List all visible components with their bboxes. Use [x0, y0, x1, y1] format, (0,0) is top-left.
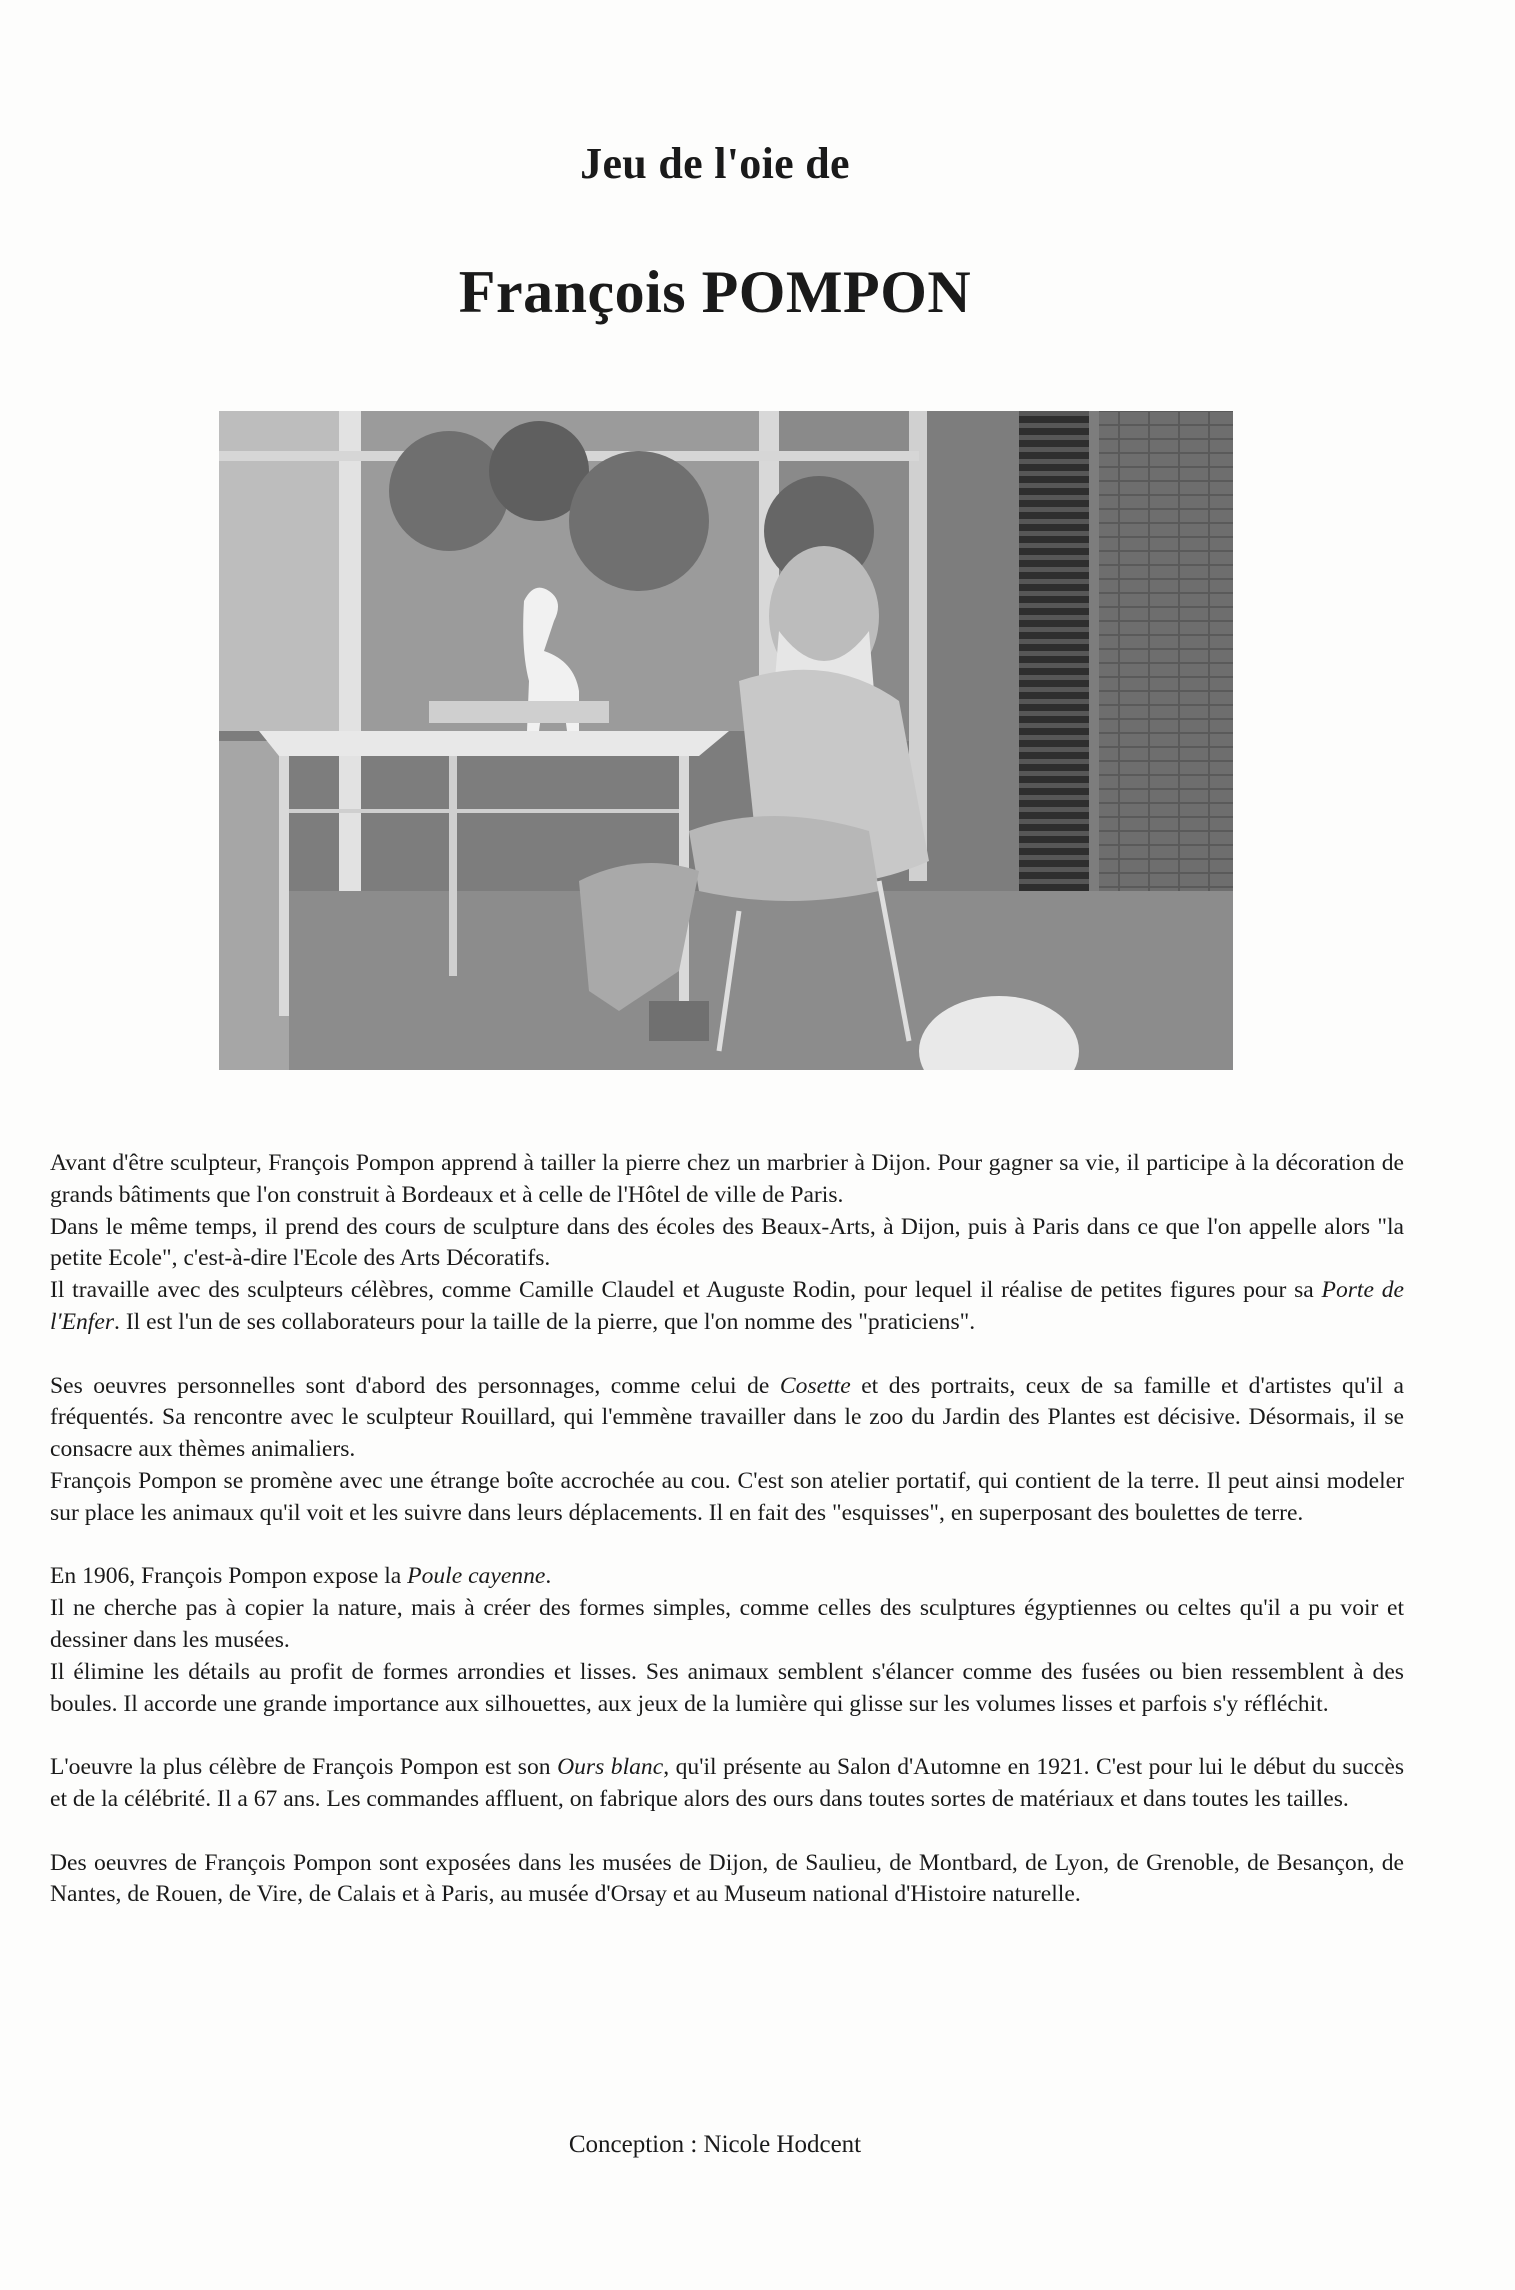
- paragraph-line: [50, 1212, 1404, 1276]
- text-run: Dans le même temps, il prend des cours de sculpture dans des écoles des Beaux-Arts, à Dijon, puis à Paris dans ce que l'on appelle alors "la petite Ecole", c'est-à-dire l'Ecole des Arts Décoratifs.: [50, 1213, 1404, 1272]
- text-run: Avant d'être sculpteur, François Pompon apprend à tailler la pierre chez un marbrier à Dijon. Pour gagner sa vie, il participe à la décoration de grands bâtiments que l'on construit à Bordeaux et à celle de l'Hôtel de ville de Paris.: [50, 1150, 1404, 1208]
- text-run: En 1906, François Pompon expose la: [50, 1563, 408, 1590]
- paragraph-line: [50, 1752, 1404, 1816]
- paragraph-line: [50, 1593, 1404, 1657]
- paragraph-line: [50, 1275, 1404, 1339]
- paragraph-line: [50, 1657, 1404, 1721]
- paragraph: [50, 1848, 1404, 1912]
- paragraph: [50, 1561, 1404, 1720]
- paragraph: [50, 1752, 1404, 1816]
- text-run: L'oeuvre la plus célèbre de François Pompon est son: [50, 1754, 558, 1781]
- italic-title: Cosette: [779, 1372, 851, 1399]
- photo-illustration: [219, 411, 1233, 1070]
- text-run: et des portraits, ceux de sa famille et d'artistes qu'il a fréquentés. Sa rencontre avec le sculpteur Rouillard, qui l'emmène travailler dans le zoo du Jardin des Plantes est décisive. Désormais, il se consacre aux thèmes animaliers.: [50, 1372, 1405, 1463]
- italic-title: Poule cayenne: [407, 1563, 546, 1590]
- text-run: Il ne cherche pas à copier la nature, mais à créer des formes simples, comme celles des sculptures égyptiennes ou celtes qu'il a pu voir et dessiner dans les musées.: [50, 1595, 1404, 1653]
- text-run: . Il est l'un de ses collaborateurs pour la taille de la pierre, que l'on nomme des "praticiens".: [114, 1308, 976, 1335]
- italic-title: Ours blanc: [557, 1754, 664, 1781]
- document-title: François POMPON: [458, 259, 972, 325]
- paragraph-line: [50, 1561, 1404, 1593]
- text-run: Il travaille avec des sculpteurs célèbres, comme Camille Claudel et Auguste Rodin, pour lequel il réalise de petites figures pour sa: [50, 1277, 1322, 1304]
- paragraph-line: [50, 1848, 1404, 1912]
- text-run: Des oeuvres de François Pompon sont exposées dans les musées de Dijon, de Saulieu, de Montbard, de Lyon, de Grenoble, de Besançon, de Nantes, de Rouen, de Vire, de Calais et à Paris, au musée d'Orsay et au Museum national d'Histoire naturelle.: [50, 1849, 1404, 1908]
- text-run: .: [545, 1563, 552, 1590]
- paragraph-line: [50, 1466, 1404, 1530]
- sculptor-photo: [219, 411, 1233, 1070]
- paragraph: [50, 1148, 1404, 1339]
- text-run: Il élimine les détails au profit de formes arrondies et lisses. Ses animaux semblent s'élancer comme des fusées ou bien ressemblent à des boules. Il accorde une grande importance aux silhouettes, aux jeux de la lumière qui glisse sur les volumes lisses et parfois s'y réfléchit.: [50, 1658, 1404, 1717]
- paragraph: [50, 1371, 1404, 1530]
- document-subtitle: Jeu de l'oie de: [580, 139, 850, 188]
- paragraph-line: [50, 1148, 1404, 1212]
- biography-text: [50, 1148, 1404, 1943]
- italic-title: Porte de l'Enfer: [50, 1277, 1404, 1335]
- text-run: , qu'il présente au Salon d'Automne en 1921. C'est pour lui le début du succès et de la célébrité. Il a 67 ans. Les commandes affluent, on fabrique alors des ours dans toutes sortes de matériaux et dans toutes les tailles.: [50, 1754, 1405, 1812]
- credit-line: Conception : Nicole Hodcent: [568, 2131, 862, 2158]
- paragraph-line: [50, 1371, 1404, 1466]
- text-run: François Pompon se promène avec une étrange boîte accrochée au cou. C'est son atelier portatif, qui contient de la terre. Il peut ainsi modeler sur place les animaux qu'il voit et les suivre dans leurs déplacements. Il en fait des "esquisses", en superposant des boulettes de terre.: [50, 1467, 1404, 1526]
- text-run: Ses oeuvres personnelles sont d'abord des personnages, comme celui de: [50, 1372, 780, 1399]
